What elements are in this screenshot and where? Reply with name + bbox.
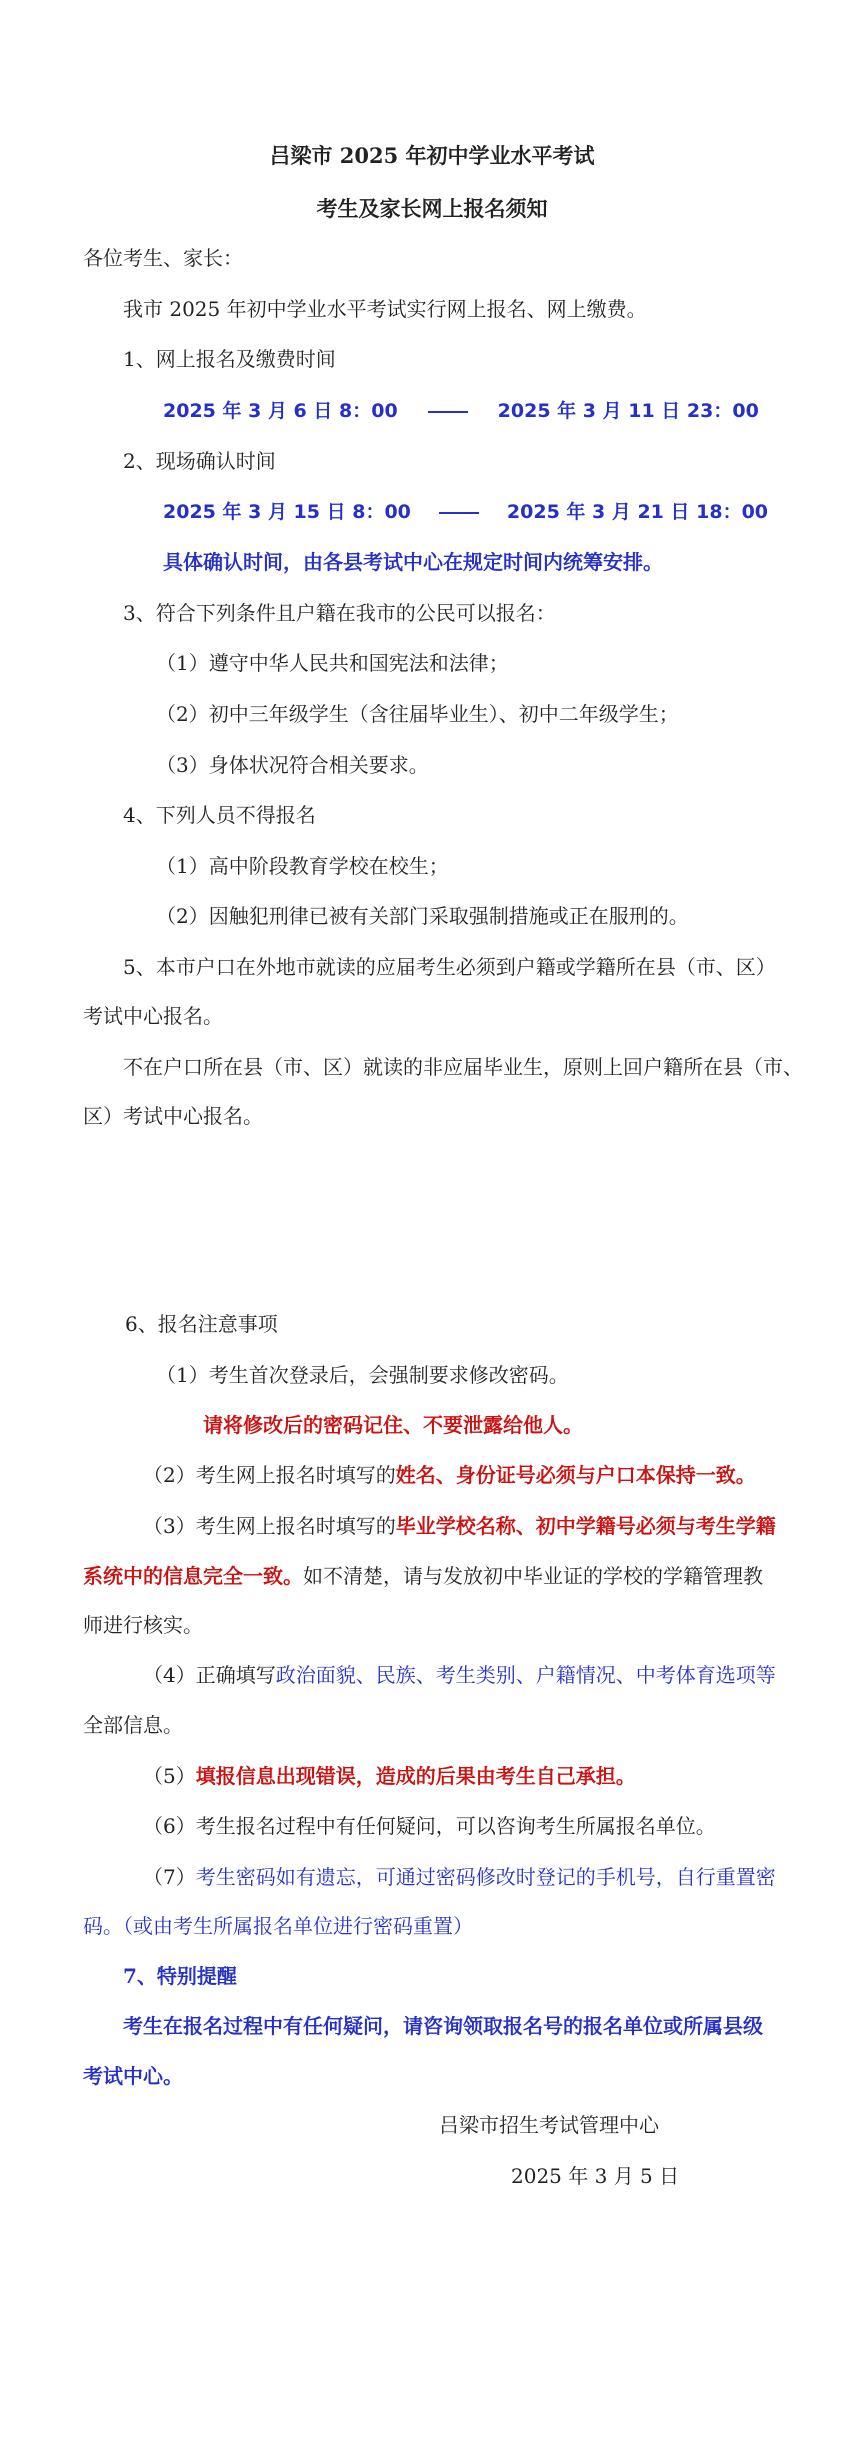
section-6-item-5 bbox=[143, 1761, 636, 1791]
item-4-text: （4）正确填写 bbox=[143, 1663, 276, 1687]
section-7-line-1: 考生在报名过程中有任何疑问，请咨询领取报名号的报名单位或所属县级 bbox=[123, 2014, 763, 2038]
item-7-emphasis: 考生密码如有遗忘，可通过密码修改时登记的手机号，自行重置密 bbox=[195, 1865, 776, 1889]
section-2-end-time: 2025 年 3 月 21 日 18：00 bbox=[506, 501, 769, 523]
item-3-text: （3）考生网上报名时填写的 bbox=[143, 1514, 396, 1538]
section-5-line: 区）考试中心报名。 bbox=[83, 1104, 263, 1128]
section-2-note: 具体确认时间，由各县考试中心在规定时间内统筹安排。 bbox=[163, 550, 663, 574]
item-7-number: （7） bbox=[143, 1865, 196, 1889]
section-5-line: 考试中心报名。 bbox=[83, 1004, 223, 1028]
section-5-line: 5、本市户口在外地市就读的应届考生必须到户籍或学籍所在县（市、区） bbox=[123, 955, 776, 979]
item-4-emphasis: 政治面貌、民族、考生类别、户籍情况、中考体育选项等 bbox=[275, 1663, 776, 1687]
section-6-heading: 6、报名注意事项 bbox=[125, 1312, 278, 1336]
section-7-heading: 7、特别提醒 bbox=[123, 1964, 237, 1988]
issuer-signature: 吕梁市招生考试管理中心 bbox=[439, 2113, 659, 2137]
issue-date: 2025 年 3 月 5 日 bbox=[511, 2164, 680, 2188]
section-3-heading: 3、符合下列条件且户籍在我市的公民可以报名： bbox=[123, 601, 556, 625]
title-line-1: 吕梁市 2025 年初中学业水平考试 bbox=[269, 143, 595, 168]
item-2-emphasis: 姓名、身份证号必须与户口本保持一致。 bbox=[395, 1463, 756, 1487]
section-7-line-2: 考试中心。 bbox=[83, 2064, 183, 2088]
section-1-start-time: 2025 年 3 月 6 日 8：00 bbox=[163, 400, 398, 422]
section-2-time-range bbox=[163, 497, 768, 527]
range-dash bbox=[439, 512, 479, 514]
intro-paragraph: 我市 2025 年初中学业水平考试实行网上报名、网上缴费。 bbox=[123, 297, 647, 321]
section-1-heading: 1、网上报名及缴费时间 bbox=[123, 347, 336, 371]
item-5-emphasis: 填报信息出现错误，造成的后果由考生自己承担。 bbox=[195, 1764, 636, 1788]
section-5-line: 不在户口所在县（市、区）就读的非应届毕业生，原则上回户籍所在县（市、 bbox=[123, 1055, 803, 1079]
section-4-item: （2）因触犯刑律已被有关部门采取强制措施或正在服刑的。 bbox=[156, 904, 689, 928]
item-3-emphasis-end: 系统中的信息完全一致。 bbox=[83, 1564, 303, 1588]
section-6-item-6: （6）考生报名过程中有任何疑问，可以咨询考生所属报名单位。 bbox=[143, 1814, 716, 1838]
title-line-2: 考生及家长网上报名须知 bbox=[316, 196, 548, 221]
section-4-heading: 4、下列人员不得报名 bbox=[123, 803, 316, 827]
section-6-item-3-line-2 bbox=[83, 1561, 763, 1591]
section-6-item-3-line-1 bbox=[143, 1511, 776, 1541]
section-4-item: （1）高中阶段教育学校在校生； bbox=[156, 854, 449, 878]
section-2-heading: 2、现场确认时间 bbox=[123, 449, 276, 473]
section-2-start-time: 2025 年 3 月 15 日 8：00 bbox=[163, 501, 411, 523]
section-6-item-3-line-3: 师进行核实。 bbox=[83, 1613, 203, 1637]
section-6-item-7-line-2: 码。（或由考生所属报名单位进行密码重置） bbox=[83, 1914, 473, 1938]
range-dash bbox=[428, 411, 468, 413]
item-3-emphasis: 毕业学校名称、初中学籍号必须与考生学籍 bbox=[395, 1514, 776, 1538]
item-5-number: （5） bbox=[143, 1764, 196, 1788]
item-2-text: （2）考生网上报名时填写的 bbox=[143, 1463, 396, 1487]
section-6-item-1-warning: 请将修改后的密码记住、不要泄露给他人。 bbox=[203, 1413, 583, 1437]
section-3-item: （1）遵守中华人民共和国宪法和法律； bbox=[156, 651, 509, 675]
greeting: 各位考生、家长： bbox=[83, 246, 243, 270]
section-1-time-range bbox=[163, 396, 759, 426]
section-3-item: （2）初中三年级学生（含往届毕业生）、初中二年级学生； bbox=[156, 702, 679, 726]
section-6-item-4-line-2: 全部信息。 bbox=[83, 1713, 183, 1737]
item-3-text-continued: 如不清楚，请与发放初中毕业证的学校的学籍管理教 bbox=[303, 1564, 763, 1588]
section-6-item-2 bbox=[143, 1460, 756, 1490]
section-6-item-7-line-1 bbox=[143, 1862, 776, 1892]
section-6-item-4-line-1 bbox=[143, 1660, 776, 1690]
section-3-item: （3）身体状况符合相关要求。 bbox=[156, 753, 429, 777]
section-1-end-time: 2025 年 3 月 11 日 23：00 bbox=[497, 400, 759, 422]
section-6-item-1: （1）考生首次登录后，会强制要求修改密码。 bbox=[156, 1363, 569, 1387]
